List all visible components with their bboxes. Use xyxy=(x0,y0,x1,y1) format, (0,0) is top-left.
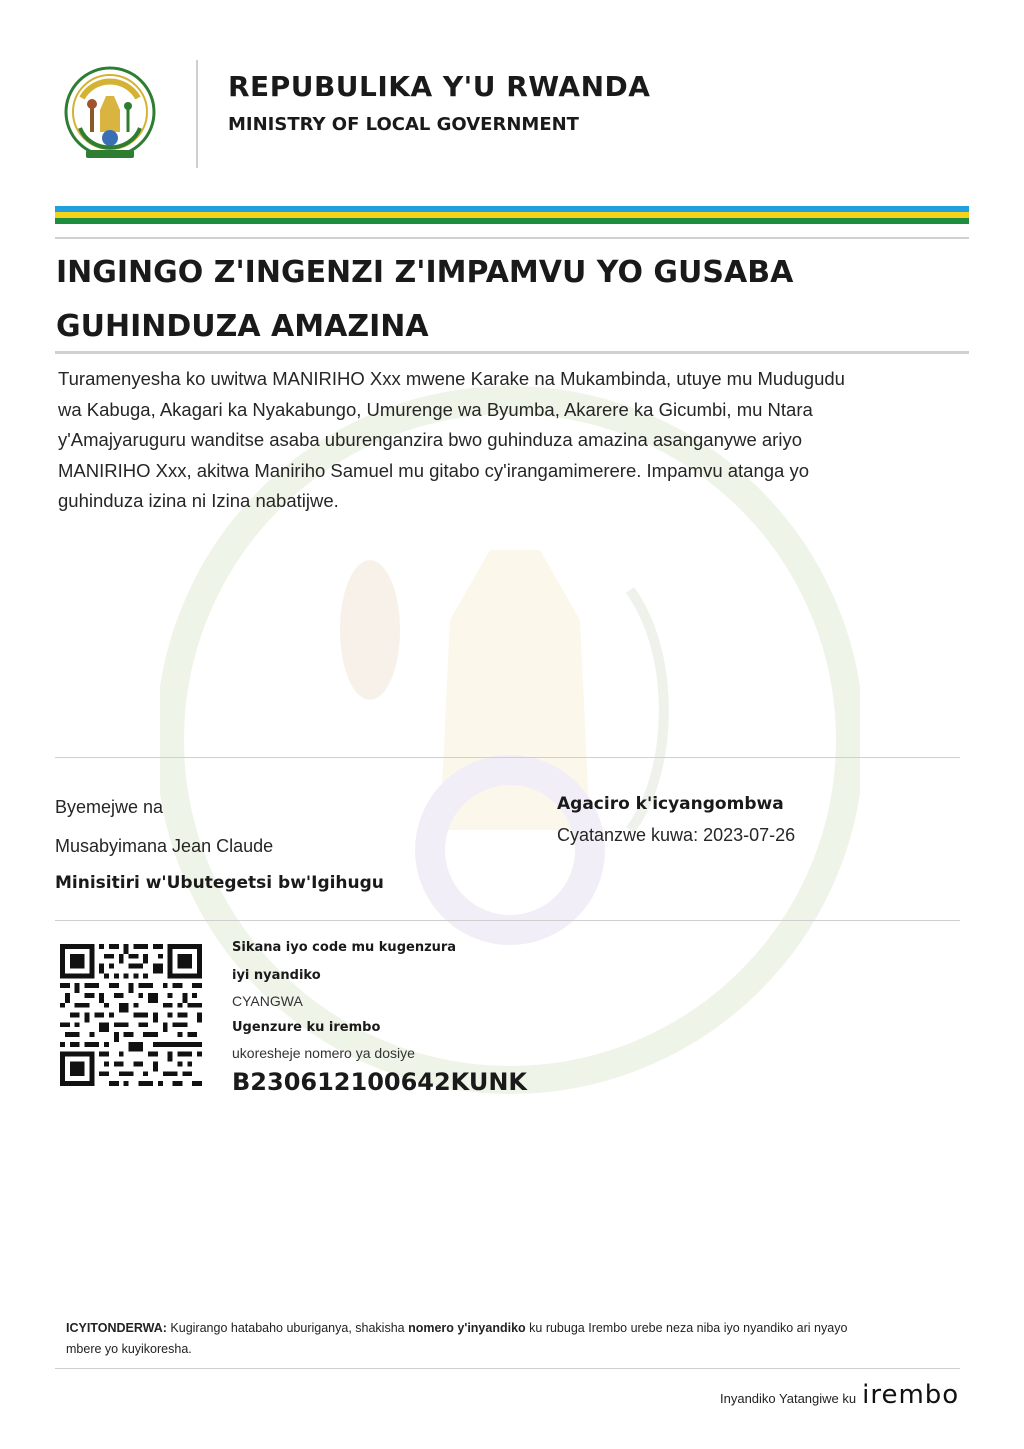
rwanda-coat-of-arms-logo xyxy=(62,62,158,166)
footer xyxy=(720,1382,959,1408)
title-bottom-rule xyxy=(55,351,969,354)
irembo-logo: irembo xyxy=(862,1380,960,1410)
title-line-2: GUHINDUZA AMAZINA xyxy=(56,309,429,344)
scan-instruction-2: iyi nyandiko xyxy=(232,968,321,983)
verify-top-rule xyxy=(55,920,960,921)
note-text-1: Kugirango hatabaho uburiganya, shakisha xyxy=(166,1321,409,1335)
note-text-2: ku rubuga Irembo urebe neza niba iyo nyandiko ari nyayo xyxy=(525,1321,848,1335)
body-line: wa Kabuga, Akagari ka Nyakabungo, Umurenge wa Byumba, Akarere ka Gicumbi, mu Ntara xyxy=(58,398,813,420)
approved-by-label: Byemejwe na xyxy=(55,797,164,817)
check-online-label: Ugenzure ku irembo xyxy=(232,1020,381,1035)
flag-stripe-green xyxy=(55,218,969,224)
note-prefix: ICYITONDERWA: xyxy=(66,1321,167,1335)
approver-title: Minisitiri w'Ubutegetsi bw'Igihugu xyxy=(55,873,384,893)
header-separator xyxy=(196,60,198,168)
title-line-1: INGINGO Z'INGENZI Z'IMPAMVU YO GUSABA xyxy=(56,255,794,290)
note-bold: nomero y'inyandiko xyxy=(408,1321,526,1335)
note-line-2: mbere yo kuyikoresha. xyxy=(66,1342,192,1356)
body-line: MANIRIHO Xxx, akitwa Maniriho Samuel mu gitabo cy'irangamimerere. Impamvu atanga yo xyxy=(58,459,810,481)
validity-label: Agaciro k'icyangombwa xyxy=(557,794,784,814)
qr-code[interactable] xyxy=(60,944,202,1086)
document-title xyxy=(56,246,956,354)
document-body xyxy=(58,364,958,517)
approver-name: Musabyimana Jean Claude xyxy=(55,836,274,856)
using-number-label: ukoresheje nomero ya dosiye xyxy=(232,1045,415,1061)
issued-date: Cyatanzwe kuwa: 2023-07-26 xyxy=(557,825,796,845)
body-line: Turamenyesha ko uwitwa MANIRIHO Xxx mwene Karake na Mukambinda, utuye mu Mudugudu xyxy=(58,368,845,389)
body-line: y'Amajyaruguru wanditse asaba uburenganzira bwo guhinduza amazina asanganywe ariyo xyxy=(58,429,802,450)
signature-top-rule xyxy=(55,757,960,758)
country-name: REPUBULIKA Y'U RWANDA xyxy=(228,70,651,103)
scan-instruction-1: Sikana iyo code mu kugenzura xyxy=(232,940,457,955)
issued-by-label: Inyandiko Yatangiwe ku xyxy=(720,1391,857,1406)
body-line: guhinduza izina ni Izina nabatijwe. xyxy=(58,490,339,511)
caution-note xyxy=(66,1318,946,1360)
or-label: CYANGWA xyxy=(232,993,303,1009)
flag-stripe xyxy=(55,206,969,224)
footer-rule xyxy=(55,1368,960,1369)
document-number: B230612100642KUNK xyxy=(232,1068,528,1096)
title-top-rule xyxy=(55,237,969,239)
ministry-name: MINISTRY OF LOCAL GOVERNMENT xyxy=(228,114,579,135)
